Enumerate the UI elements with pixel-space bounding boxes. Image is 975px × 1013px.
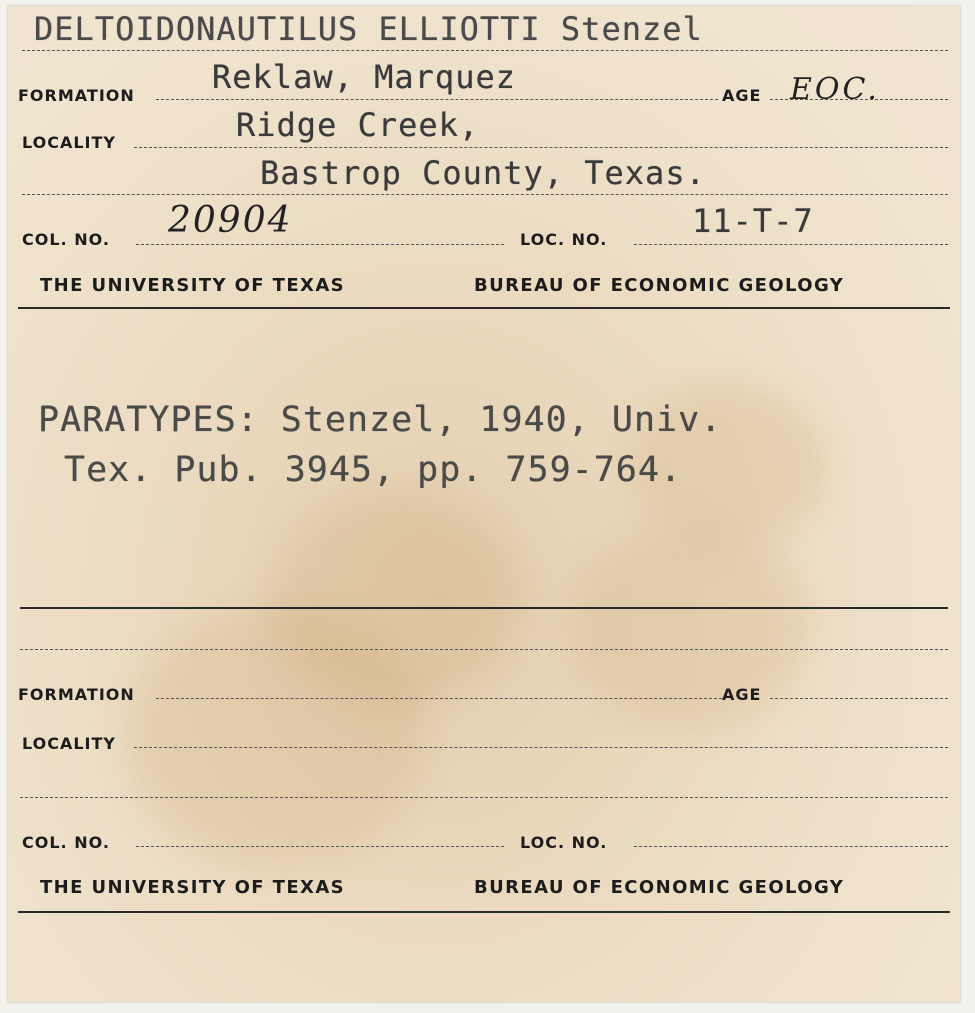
formation-label: FORMATION [18, 86, 135, 105]
locality-line-1: Ridge Creek, [236, 106, 480, 144]
divider-line [18, 911, 950, 913]
dotted-line [770, 99, 948, 100]
dotted-line [134, 747, 948, 748]
dotted-line [156, 99, 718, 100]
lower-formation-label: FORMATION [18, 685, 135, 704]
col-no-value: 20904 [168, 200, 293, 241]
formation-value: Reklaw, Marquez [212, 58, 516, 96]
locality-label: LOCALITY [22, 133, 116, 152]
remark-line-2: Tex. Pub. 3945, pp. 759-764. [64, 450, 683, 490]
divider-line [18, 307, 950, 309]
dotted-line [22, 50, 948, 51]
dotted-line [134, 147, 948, 148]
dotted-line [22, 194, 948, 195]
lower-locality-label: LOCALITY [22, 734, 116, 753]
divider-line [20, 607, 948, 609]
footer-university: THE UNIVERSITY OF TEXAS [40, 275, 346, 296]
loc-no-value: 11-T-7 [692, 202, 814, 240]
dotted-line [20, 649, 948, 650]
lower-footer-bureau: BUREAU OF ECONOMIC GEOLOGY [474, 877, 845, 898]
dotted-line [136, 244, 504, 245]
lower-loc-no-label: LOC. NO. [520, 833, 608, 852]
stain [568, 526, 808, 726]
dotted-line [156, 698, 722, 699]
dotted-line [634, 244, 948, 245]
locality-line-2: Bastrop County, Texas. [260, 154, 706, 192]
remark-line-1: PARATYPES: Stenzel, 1940, Univ. [38, 400, 723, 440]
lower-col-no-label: COL. NO. [22, 833, 110, 852]
specimen-label-card [8, 6, 960, 1002]
dotted-line [634, 846, 948, 847]
dotted-line [20, 797, 948, 798]
lower-footer-university: THE UNIVERSITY OF TEXAS [40, 877, 346, 898]
age-label: AGE [722, 86, 762, 105]
loc-no-label: LOC. NO. [520, 230, 608, 249]
footer-bureau: BUREAU OF ECONOMIC GEOLOGY [474, 275, 845, 296]
species-name: DELTOIDONAUTILUS ELLIOTTI Stenzel [34, 10, 703, 48]
dotted-line [136, 846, 504, 847]
dotted-line [770, 698, 948, 699]
age-value: EOC. [790, 72, 880, 107]
lower-age-label: AGE [722, 685, 762, 704]
stain [268, 486, 528, 706]
stain [128, 606, 428, 866]
col-no-label: COL. NO. [22, 230, 110, 249]
